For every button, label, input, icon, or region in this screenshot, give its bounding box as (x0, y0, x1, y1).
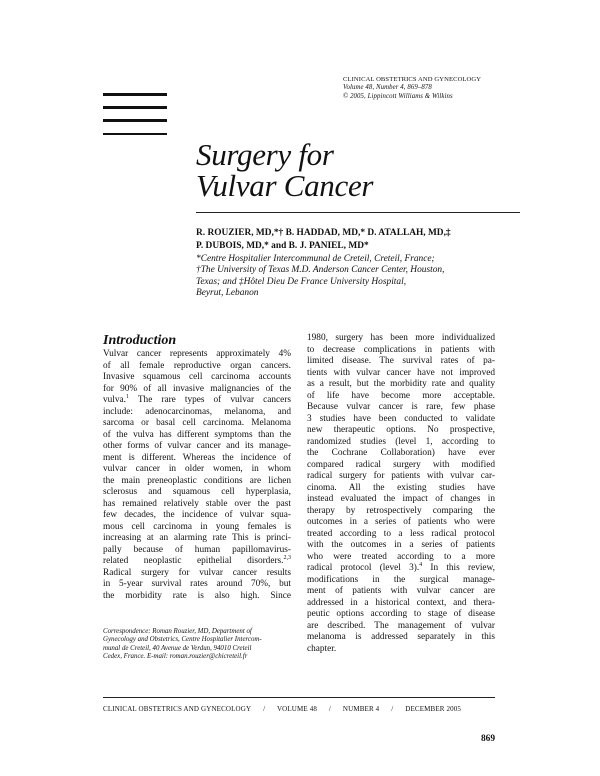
text-line: of all female reproductive organ cancers. (103, 360, 291, 371)
reference-superscript: 4 (419, 561, 423, 568)
text-line: melanoma is addressed separately in this (307, 632, 495, 642)
text-line: tients with vulvar cancer have not improved (307, 367, 495, 378)
text-line: sarcoma or basal cell carcinoma. Melanoma (103, 418, 291, 428)
text-line: randomized studies (level 1, according to (307, 436, 495, 447)
footer-separator: / (263, 705, 266, 713)
text-line: to decrease complications in patients with (307, 344, 495, 355)
text-line: are described. The management of vulvar (307, 620, 495, 631)
journal-name: CLINICAL OBSTETRICS AND GYNECOLOGY (343, 76, 482, 83)
text-line: Because vulvar cancer is rare, few phase (307, 402, 495, 412)
footer-date: DECEMBER 2005 (405, 705, 462, 713)
journal-volume: Volume 48, Number 4, 869–878 (343, 84, 432, 92)
text-line: chapter. (307, 643, 337, 654)
correspondence-line: munal de Creteil, 40 Avenue de Verdun, 94010 Creteil (103, 644, 252, 652)
text-line: of life have become more acceptable. (307, 390, 495, 401)
text-line: outcomes in a series of patients who were (307, 517, 495, 527)
text-line: therapy by retrospectively comparing the (307, 505, 495, 516)
authors-line-2: P. DUBOIS, MD,* and B. J. PANIEL, MD* (196, 240, 369, 251)
text-line (103, 556, 291, 568)
text-line: for 90% of all invasive malignancies of the (103, 383, 291, 394)
journal-copyright: © 2005, Lippincott Williams & Wilkins (343, 92, 453, 100)
footer-separator: / (391, 705, 394, 713)
text-line: of the vulva has different symptoms than the (103, 429, 291, 440)
text-line: compared radical surgery with modified (307, 459, 495, 470)
decorative-bar (103, 93, 167, 96)
footer-rule (103, 697, 495, 698)
body-column-left (103, 349, 291, 602)
text-segment: related neoplastic epithelial disorders. (103, 556, 284, 566)
text-line: Invasive squamous cell carcinoma accounts (103, 372, 291, 382)
decorative-bar (103, 119, 167, 122)
affiliation-line: Beyrut, Lebanon (196, 287, 259, 298)
text-line: pally because of human papillomavirus- (103, 544, 291, 555)
text-line: mous cell carcinoma in young females is (103, 521, 291, 532)
text-line: few decades, the incidence of vulvar squa- (103, 510, 291, 520)
text-line: Radical surgery for vulvar cancer results (103, 567, 291, 578)
text-line: Vulvar cancer represents approximately 4% (103, 349, 291, 359)
text-segment: The rare types of vulvar cancers (128, 395, 291, 405)
text-line: sclerosus and squamous cell hyperplasia, (103, 487, 291, 497)
author-list (196, 227, 516, 252)
text-line (103, 395, 291, 407)
affiliation-line: †The University of Texas M.D. Anderson Cancer Center, Houston, (196, 265, 445, 276)
page-number: 869 (480, 734, 495, 744)
correspondence-line: Cedex, France. E-mail: roman.rouzier@chicreteil.fr (103, 653, 248, 661)
text-line: instead evaluated the impact of changes in (307, 494, 495, 504)
text-segment: vulva. (103, 395, 126, 405)
authors-line-1: R. ROUZIER, MD,*† B. HADDAD, MD,* D. ATALLAH, MD,‡ (196, 228, 451, 238)
text-line: as a result, but the morbidity rate and quality (307, 379, 495, 389)
text-segment: radical protocol (level 3). (307, 563, 420, 573)
decorative-bar (103, 106, 167, 109)
text-line: the morbidity rate is also high. Since (103, 590, 291, 601)
text-line: peutic options according to stage of disease (307, 609, 495, 619)
running-footer (103, 705, 498, 714)
title-line-2: Vulvar Cancer (196, 168, 374, 203)
text-line: modifications in the surgical manage- (307, 574, 495, 585)
text-line: increasing at an alarming rate This is princi- (103, 533, 291, 543)
decorative-bars (103, 93, 167, 146)
text-line: in 5-year survival rates around 70%, but (103, 579, 291, 589)
correspondence-note (103, 628, 293, 662)
text-line: limited disease. The survival rates of pa- (307, 356, 495, 366)
reference-superscript: 2,3 (283, 554, 291, 561)
text-line: radical surgery for patients with vulvar car- (307, 471, 495, 481)
body-column-right (307, 333, 495, 655)
correspondence-line: Gynecology and Obstetrics, Centre Hospitalier Intercom- (103, 636, 262, 644)
article-title (196, 139, 373, 201)
text-line (307, 563, 495, 575)
affiliations (196, 254, 526, 299)
text-line: has remained relatively stable over the past (103, 498, 291, 509)
text-line: with the outcomes in a series of patients (307, 540, 495, 550)
text-line: other forms of vulvar cancer and its manage- (103, 441, 291, 451)
title-rule (196, 212, 520, 213)
text-line: ment is different. Whereas the incidence of (103, 452, 291, 463)
text-line: include: adenocarcinomas, melanoma, and (103, 406, 291, 417)
text-line: who were treated according to a more (307, 551, 495, 562)
text-line: the main preneoplastic conditions are lichen (103, 475, 291, 486)
reference-superscript: 1 (125, 393, 129, 400)
text-line: addressed in a historical context, and thera- (307, 597, 495, 608)
footer-volume: VOLUME 48 (276, 705, 317, 713)
correspondence-line: Correspondence: Roman Rouzier, MD, Department of (103, 628, 252, 635)
text-line: new therapeutic options. No prospective, (307, 425, 495, 435)
text-line: 1980, surgery has been more individualized (307, 333, 495, 343)
text-segment: In this review, (422, 563, 495, 573)
text-line: 3 studies have been conducted to validate (307, 413, 495, 424)
text-line: cinoma. All the existing studies have (307, 482, 495, 493)
affiliation-line: Texas; and ‡Hôtel Dieu De France University Hospital, (196, 276, 407, 287)
title-line-1: Surgery for (196, 137, 334, 172)
footer-number: NUMBER 4 (342, 705, 380, 713)
section-heading-introduction: Introduction (103, 333, 177, 348)
text-line: the Cochrane Collaboration) have ever (307, 448, 495, 458)
decorative-bar (103, 133, 167, 136)
text-line: vulvar cancer in older women, in whom (103, 464, 291, 474)
affiliation-line: *Centre Hospitalier Intercommunal de Creteil, Creteil, France; (196, 254, 435, 264)
text-line: treated according to a less radical protocol (307, 528, 495, 539)
footer-separator: / (328, 705, 332, 713)
footer-journal: CLINICAL OBSTETRICS AND GYNECOLOGY (103, 705, 252, 713)
text-line: ment of patients with vulvar cancer are (307, 586, 495, 596)
journal-header (343, 76, 573, 101)
